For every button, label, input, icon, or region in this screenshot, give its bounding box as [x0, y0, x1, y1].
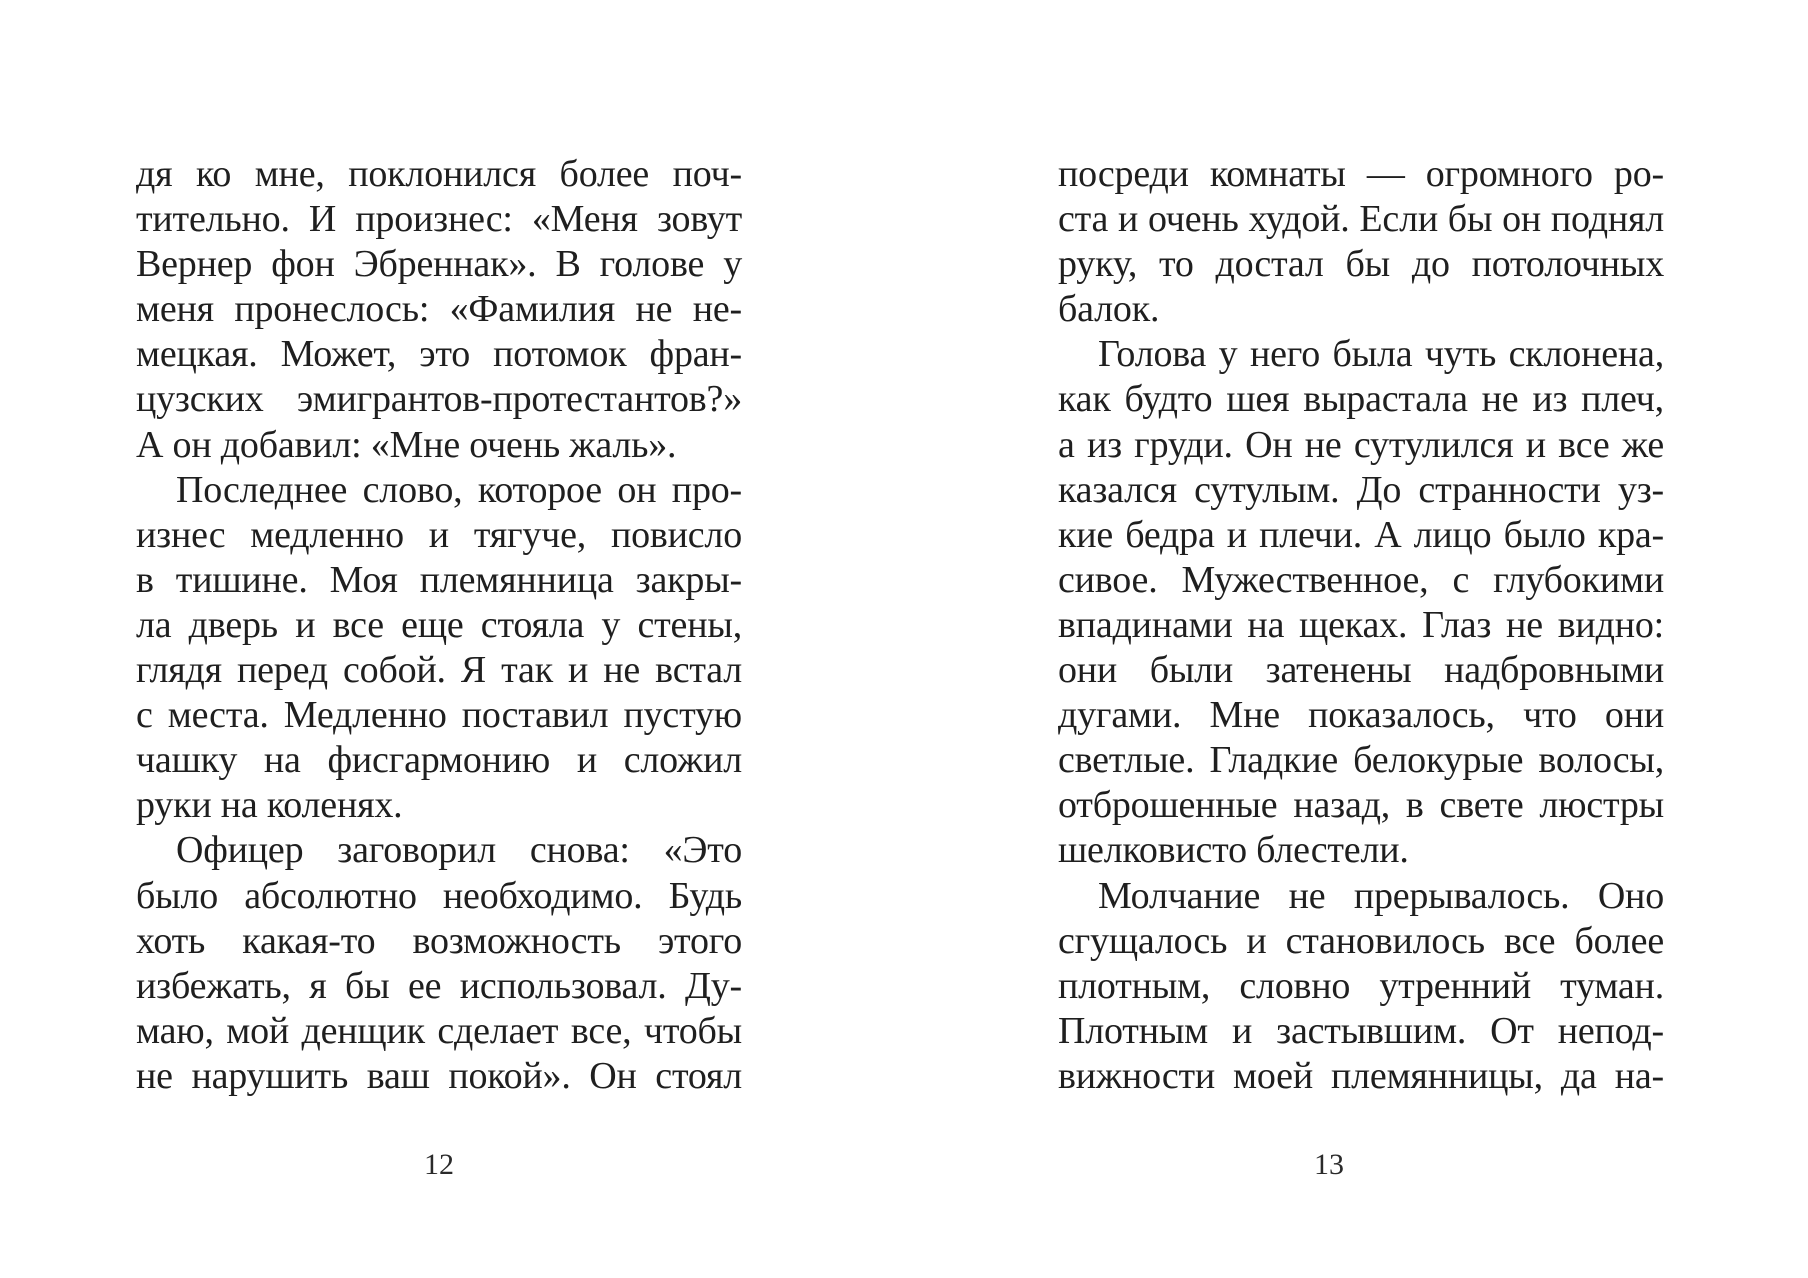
- text-line: сивое. Мужественное, с глубокими: [1058, 558, 1664, 601]
- text-line: Плотным и застывшим. От непод-: [1058, 1009, 1664, 1052]
- text-line: шелковисто блестели.: [1058, 829, 1409, 872]
- text-line: казался сутулым. До странности уз-: [1058, 468, 1664, 511]
- text-line: цузских эмигрантов-протестантов?»: [136, 378, 742, 421]
- text-line: Последнее слово, которое он про-: [176, 468, 742, 511]
- text-line: было абсолютно необходимо. Будь: [136, 874, 742, 917]
- text-line: мецкая. Может, это потомок фран-: [136, 333, 742, 376]
- text-line: не нарушить ваш покой». Он стоял: [136, 1054, 742, 1097]
- text-line: посреди комнаты — огромного ро-: [1058, 153, 1664, 195]
- text-line: меня пронеслось: «Фамилия не не-: [136, 288, 742, 331]
- text-line: изнес медленно и тягуче, повисло: [136, 513, 742, 556]
- text-line: балок.: [1058, 288, 1160, 331]
- text-line: кие бедра и плечи. А лицо было кра-: [1058, 513, 1664, 556]
- text-line: А он добавил: «Мне очень жаль».: [136, 423, 677, 466]
- left-page-text: [136, 152, 742, 1099]
- text-line: они были затенены надбровными: [1058, 649, 1664, 692]
- text-line: с места. Медленно поставил пустую: [136, 694, 742, 737]
- text-line: плотным, словно утренний туман.: [1058, 964, 1664, 1007]
- text-line: руку, то достал бы до потолочных: [1058, 243, 1664, 286]
- text-line: ста и очень худой. Если бы он поднял: [1058, 198, 1664, 241]
- text-line: в тишине. Моя племянница закры-: [136, 558, 742, 601]
- text-line: ла дверь и все еще стояла у стены,: [136, 603, 742, 646]
- text-line: впадинами на щеках. Глаз не видно:: [1058, 603, 1664, 646]
- right-page-text: [1058, 152, 1664, 1099]
- text-line: хоть какая-то возможность этого: [136, 919, 742, 962]
- text-line: глядя перед собой. Я так и не встал: [136, 649, 742, 692]
- text-line: чашку на фисгармонию и сложил: [136, 739, 742, 782]
- text-line: вижности моей племянницы, да на-: [1058, 1054, 1664, 1097]
- text-line: дугами. Мне показалось, что они: [1058, 694, 1664, 737]
- text-line: сгущалось и становилось все более: [1058, 919, 1664, 962]
- text-line: а из груди. Он не сутулился и все же: [1058, 423, 1664, 466]
- text-line: светлые. Гладкие белокурые волосы,: [1058, 739, 1664, 782]
- text-line: Офицер заговорил снова: «Это: [176, 829, 742, 872]
- page-number: 13: [1314, 1148, 1344, 1181]
- text-line: Вернер фон Эбреннак». В голове у: [136, 243, 742, 286]
- right-page: [904, 0, 1808, 1278]
- page-number: 12: [424, 1148, 454, 1181]
- text-line: дя ко мне, поклонился более поч-: [136, 153, 742, 195]
- text-line: отброшенные назад, в свете люстры: [1058, 784, 1664, 827]
- text-line: Молчание не прерывалось. Оно: [1098, 874, 1664, 917]
- text-line: тительно. И произнес: «Меня зовут: [136, 198, 742, 241]
- text-line: как будто шея вырастала не из плеч,: [1058, 378, 1664, 421]
- text-line: маю, мой денщик сделает все, чтобы: [136, 1009, 742, 1052]
- text-line: руки на коленях.: [136, 784, 403, 827]
- text-line: избежать, я бы ее использовал. Ду-: [136, 964, 742, 1007]
- text-line: Голова у него была чуть склонена,: [1098, 333, 1664, 376]
